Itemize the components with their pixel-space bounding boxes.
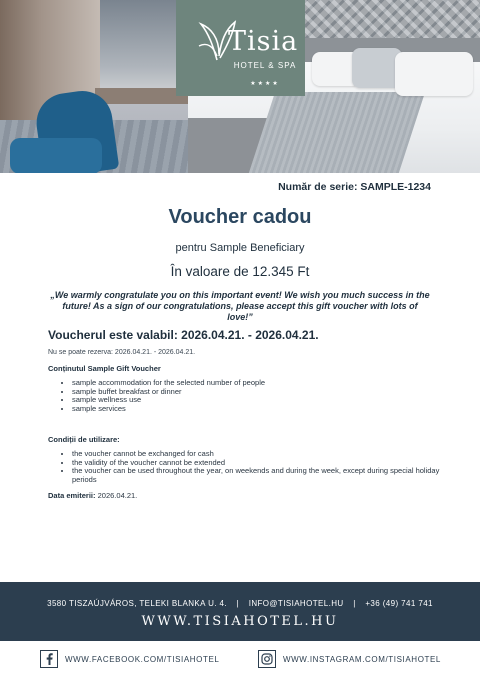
list-item: • sample services: [72, 405, 265, 414]
list-item: • sample accommodation for the selected number of people: [72, 379, 265, 388]
serial-number: Număr de serie: SAMPLE-1234: [278, 181, 431, 193]
footer-separator: |: [353, 599, 356, 608]
list-item: • the voucher can be used throughout the year, on weekends and during the week, except during special holiday periods: [72, 467, 452, 484]
greeting-quote: „We warmly congratulate you on this important event! We wish you much success in the future! As a sign of our congratulations, please accept this gift voucher with lots of love!”: [50, 290, 430, 322]
logo-subtitle: HOTEL & SPA: [233, 61, 297, 70]
voucher-title: Voucher cadou: [168, 206, 312, 228]
facebook-label: WWW.FACEBOOK.COM/TISIAHOTEL: [65, 654, 220, 664]
footer-separator: |: [236, 599, 240, 608]
facebook-icon: [40, 650, 58, 668]
list-item: • the voucher cannot be exchanged for cash: [72, 450, 452, 459]
hero-shelf: [100, 0, 180, 95]
logo-stars: ★★★★: [250, 81, 280, 87]
footer-phone[interactable]: +36 (49) 741 741: [365, 599, 433, 608]
footer-contact: [0, 599, 480, 608]
issue-date-value: 2026.04.21.: [97, 491, 138, 500]
contents-heading: Conținutul Sample Gift Voucher: [48, 364, 161, 373]
voucher-value: În valoare de 12.345 Ft: [170, 264, 310, 279]
hero-chair-seat: [10, 138, 102, 173]
validity-line: Voucherul este valabil: 2026.04.21. - 2026.04.21.: [48, 328, 319, 342]
no-reservation-line: Nu se poate rezerva: 2026.04.21. - 2026.04.21.: [48, 349, 196, 356]
footer-address: 3580 TISZAÚJVÁROS, TELEKI BLANKA U. 4.: [47, 599, 227, 608]
instagram-label: WWW.INSTAGRAM.COM/TISIAHOTEL: [283, 654, 441, 664]
conditions-heading: Condiții de utilizare:: [48, 435, 120, 444]
issue-date: [48, 491, 137, 500]
hero-pillow: [395, 52, 473, 96]
list-item: • sample buffet breakfast or dinner: [72, 388, 265, 397]
instagram-icon: [258, 650, 276, 668]
footer-email[interactable]: INFO@TISIAHOTEL.HU: [248, 599, 344, 608]
beneficiary-line: pentru Sample Beneficiary: [175, 242, 305, 254]
issue-date-label: Data emiterii:: [48, 491, 96, 500]
contents-list: [48, 379, 265, 413]
hero-bed-throw: [249, 92, 425, 173]
footer-bar: [0, 582, 480, 641]
logo-name: Tisia: [228, 26, 299, 57]
list-item: • the validity of the voucher cannot be extended: [72, 459, 452, 468]
conditions-list: [48, 450, 452, 484]
footer-website[interactable]: WWW.TISIAHOTEL.HU: [141, 614, 339, 629]
list-item: • sample wellness use: [72, 396, 265, 405]
facebook-link[interactable]: [40, 649, 219, 669]
instagram-link[interactable]: [258, 649, 441, 669]
